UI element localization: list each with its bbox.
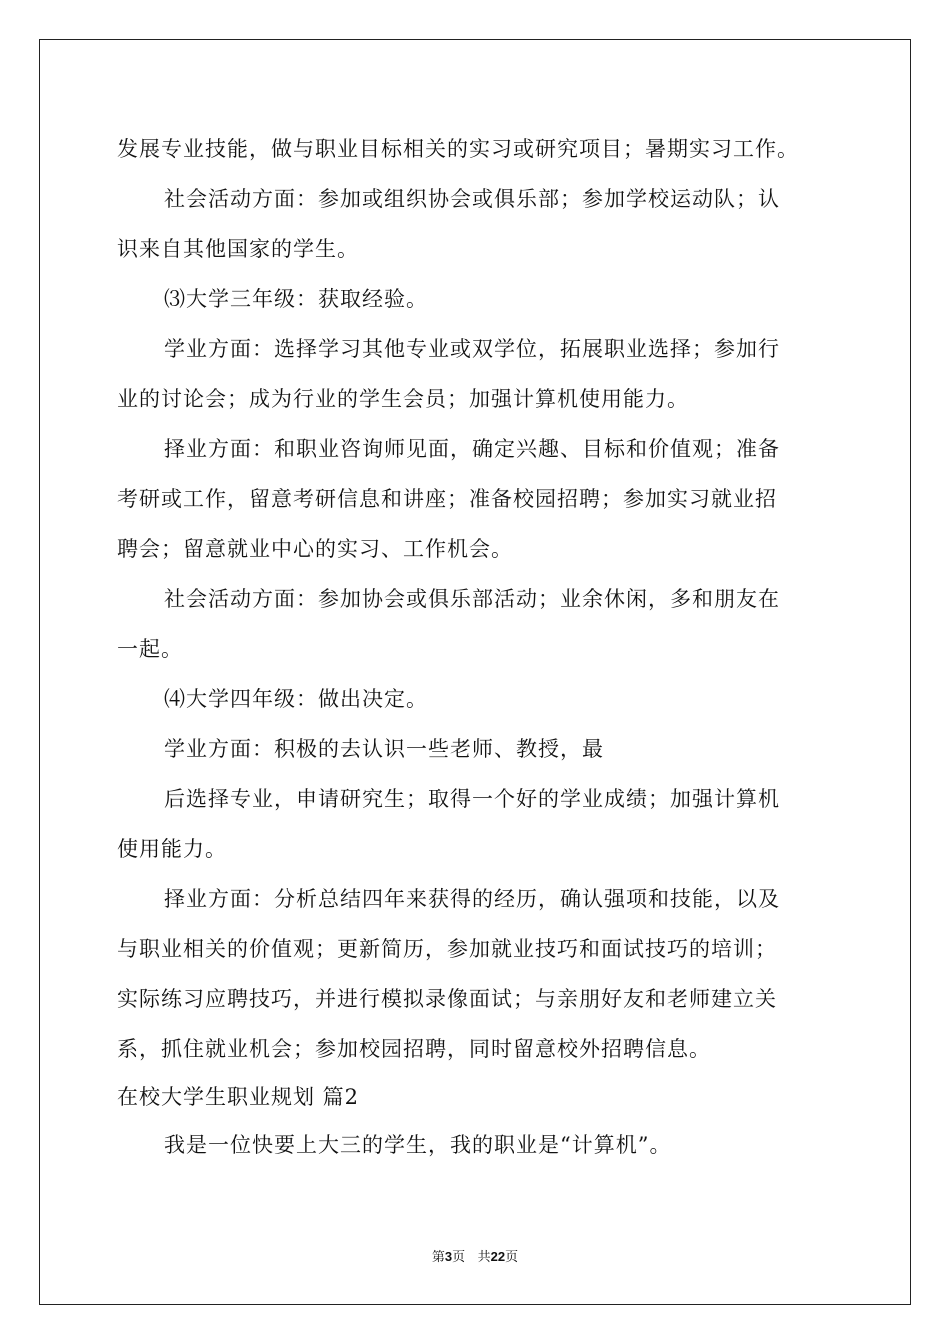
paragraph-line: 与职业相关的价值观；更新简历，参加就业技巧和面试技巧的培训； (117, 937, 777, 961)
paragraph-line: 社会活动方面：参加或组织协会或俱乐部；参加学校运动队；认 (164, 187, 780, 211)
paragraph-line: 识来自其他国家的学生。 (117, 237, 359, 261)
page-footer (0, 1246, 950, 1265)
paragraph-lines (117, 124, 847, 1074)
paragraph-line: ⑶大学三年级：获取经验。 (164, 287, 428, 311)
paragraph-line: 学业方面：选择学习其他专业或双学位，拓展职业选择；参加行 (164, 337, 780, 361)
footer-total-unit: 页 (505, 1250, 519, 1265)
paragraph-line: 社会活动方面：参加协会或俱乐部活动；业余休闲，多和朋友在 (164, 587, 780, 611)
paragraph-line: 实际练习应聘技巧，并进行模拟录像面试；与亲朋好友和老师建立关 (117, 987, 777, 1011)
paragraph-line: 择业方面：分析总结四年来获得的经历，确认强项和技能，以及 (164, 887, 780, 911)
footer-page-unit: 页 (452, 1250, 466, 1265)
paragraph-line: 后选择专业，申请研究生；取得一个好的学业成绩；加强计算机 (164, 787, 780, 811)
paragraph-line: 我是一位快要上大三的学生，我的职业是“计算机”。 (164, 1133, 672, 1157)
paragraph-line: 使用能力。 (117, 837, 227, 861)
footer-page-prefix: 第 (431, 1250, 445, 1265)
paragraph-line: 发展专业技能，做与职业目标相关的实习或研究项目；暑期实习工作。 (117, 137, 799, 161)
footer-total-pages: 22 (490, 1249, 506, 1264)
paragraph-line: 业的讨论会；成为行业的学生会员；加强计算机使用能力。 (117, 387, 689, 411)
section-heading: 在校大学生职业规划 篇2 (117, 1085, 360, 1109)
document-body (117, 124, 847, 1170)
paragraph-line: 考研或工作，留意考研信息和讲座；准备校园招聘；参加实习就业招 (117, 487, 777, 511)
footer-page-number: 3 (444, 1249, 453, 1264)
paragraph-line: 系，抓住就业机会；参加校园招聘，同时留意校外招聘信息。 (117, 1037, 711, 1061)
paragraph-line: 聘会；留意就业中心的实习、工作机会。 (117, 537, 513, 561)
paragraph-line: 一起。 (117, 637, 183, 661)
paragraph-line: 学业方面：积极的去认识一些老师、教授，最 (164, 737, 604, 761)
paragraph-line: 择业方面：和职业咨询师见面，确定兴趣、目标和价值观；准备 (164, 437, 780, 461)
paragraph-line: ⑷大学四年级：做出决定。 (164, 687, 428, 711)
footer-total-prefix: 共 (477, 1250, 491, 1265)
